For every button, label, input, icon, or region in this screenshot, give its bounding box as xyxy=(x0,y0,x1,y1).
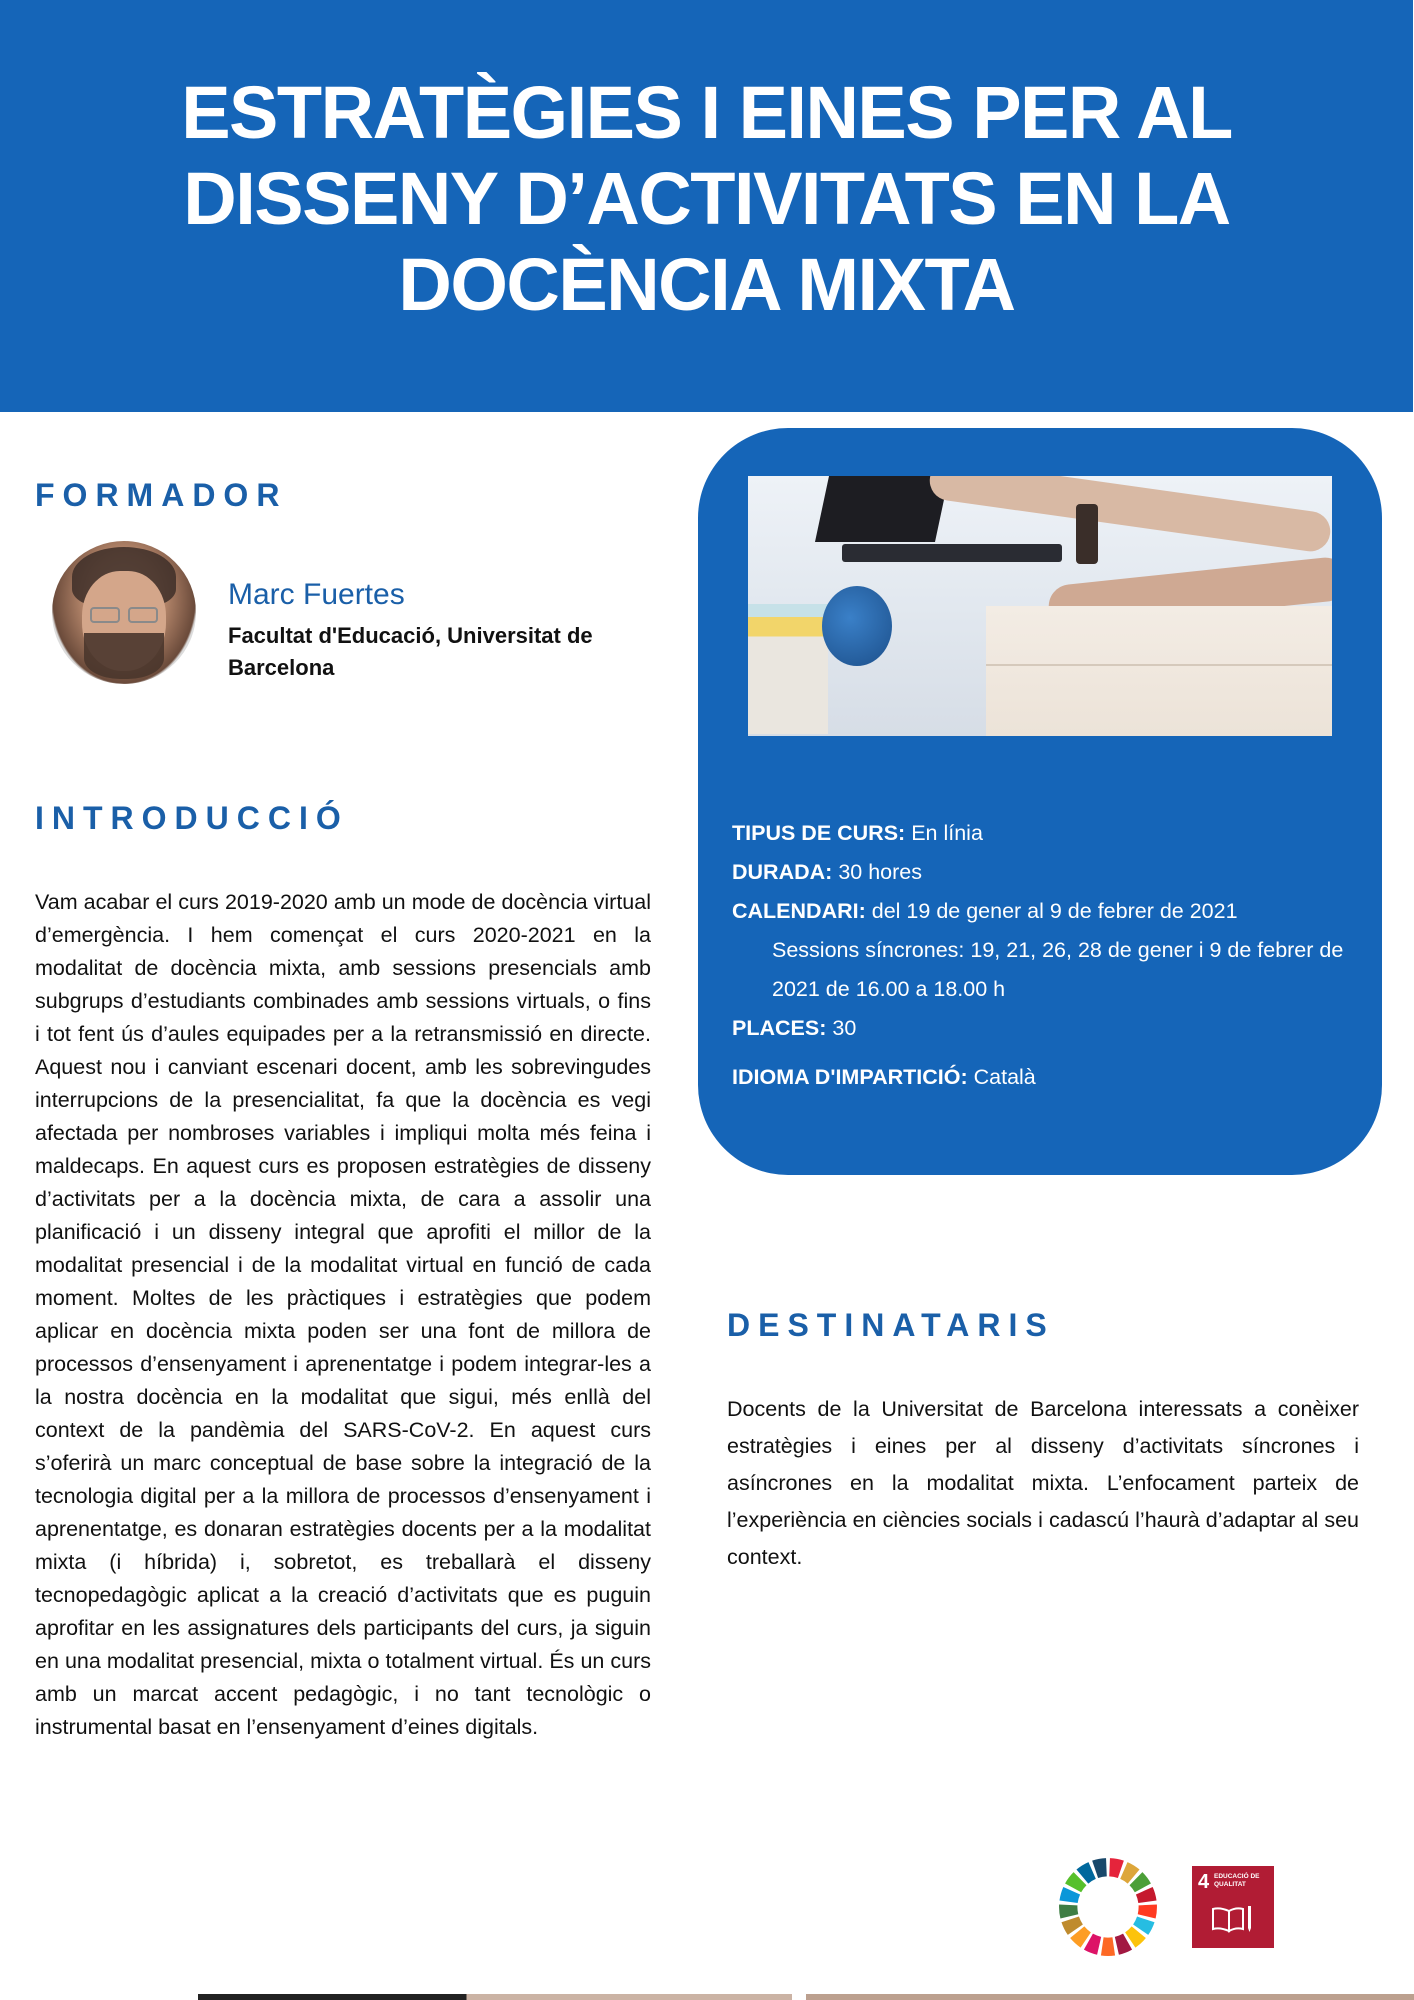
open-book-icon xyxy=(1210,1904,1254,1934)
trainer-name: Marc Fuertes xyxy=(228,578,405,611)
info-value: 30 hores xyxy=(838,860,922,884)
info-value: Català xyxy=(973,1065,1036,1089)
page-title: ESTRATÈGIES I EINES PER AL DISSENY D’ACTIVITATS EN LA DOCÈNCIA MIXTA xyxy=(181,71,1232,326)
info-language xyxy=(732,1058,1362,1097)
info-calendar xyxy=(732,892,1362,931)
info-label: DURADA: xyxy=(732,860,833,884)
sdg-goal-title: EDUCACIÓ DE QUALITAT xyxy=(1214,1873,1260,1888)
title-banner xyxy=(0,0,1413,412)
trainer-avatar xyxy=(52,541,196,684)
course-photo xyxy=(748,476,1332,736)
course-info-list xyxy=(732,814,1362,1097)
trainer-heading: FORMADOR xyxy=(35,477,288,513)
sdg-goal-4-badge xyxy=(1192,1866,1274,1948)
info-places xyxy=(732,1009,1362,1048)
info-value: Sessions síncrones: 19, 21, 26, 28 de gener i 9 de febrer de 2021 de 16.00 a 18.00 h xyxy=(772,938,1344,1001)
info-duration xyxy=(732,853,1362,892)
info-label: PLACES: xyxy=(732,1016,827,1040)
trainer-affiliation: Facultat d'Educació, Universitat de Barcelona xyxy=(228,623,593,680)
audience-text: Docents de la Universitat de Barcelona interessats a conèixer estratègies i eines per al disseny d’activitats síncrones i asíncrones en la modalitat mixta. L’enfocament parteix de l’experiència en ciències socials i cadascú l’haurà d’adaptar al seu context. xyxy=(727,1397,1359,1569)
info-course-type xyxy=(732,814,1362,853)
introduction-text: Vam acabar el curs 2019-2020 amb un mode de docència virtual d’emergència. I hem començat el curs 2020-2021 en la modalitat de docència mixta, amb sessions presencials amb subgrups d’estudiants combinades amb sessions virtuals, o fins i tot fent ús d’aules equipades per a la retransmissió en directe. Aquest nou i canviant escenari docent, amb les sobrevingudes interrupcions de la presencialitat, fa que la docència es vegi afectada per nombroses variables i impliqui molta més feina i maldecaps. En aquest curs es proposen estratègies de disseny d’activitats per a la docència mixta, de cara a assolir una planificació i un disseny integral que aprofiti el millor de la modalitat presencial i de la modalitat virtual en funció de cada moment. Moltes de les pràctiques i estratègies que podem aplicar en docència mixta poden ser una font de millora de processos d’ensenyament i aprenentatge i podem integrar-les a la nostra docència en la modalitat que sigui, més enllà del context de la pandèmia del SARS-CoV-2. En aquest curs s’oferirà un marc conceptual de base sobre la integració de la tecnologia digital per a la millora de processos d’ensenyament i aprenentatge, es donaran estratègies docents per a la modalitat mixta (i híbrida) i, sobretot, es treballarà el disseny tecnopedagògic aplicat a la creació d’activitats que es puguin aprofitar en les assignatures dels participants del curs, ja siguin en una modalitat presencial, mixta o totalment virtual. És un curs amb un marcat accent pedagògic, i no tant tecnològic o instrumental basat en l’ensenyament d’eines digitals. xyxy=(35,890,651,1739)
info-sync-sessions xyxy=(732,931,1362,1009)
bottom-image-edge xyxy=(0,1994,1414,2000)
info-label: TIPUS DE CURS: xyxy=(732,821,906,845)
info-value: del 19 de gener al 9 de febrer de 2021 xyxy=(871,899,1238,923)
sdg-goal-number: 4 xyxy=(1198,1871,1210,1893)
course-info-card xyxy=(698,428,1382,1175)
audience-heading: DESTINATARIS xyxy=(727,1307,1055,1343)
info-label: IDIOMA D'IMPARTICIÓ: xyxy=(732,1065,968,1089)
sdg-wheel-icon xyxy=(1057,1856,1159,1958)
info-value: En línia xyxy=(911,821,983,845)
info-value: 30 xyxy=(832,1016,857,1040)
info-label: CALENDARI: xyxy=(732,899,866,923)
introduction-heading: INTRODUCCIÓ xyxy=(35,800,349,836)
